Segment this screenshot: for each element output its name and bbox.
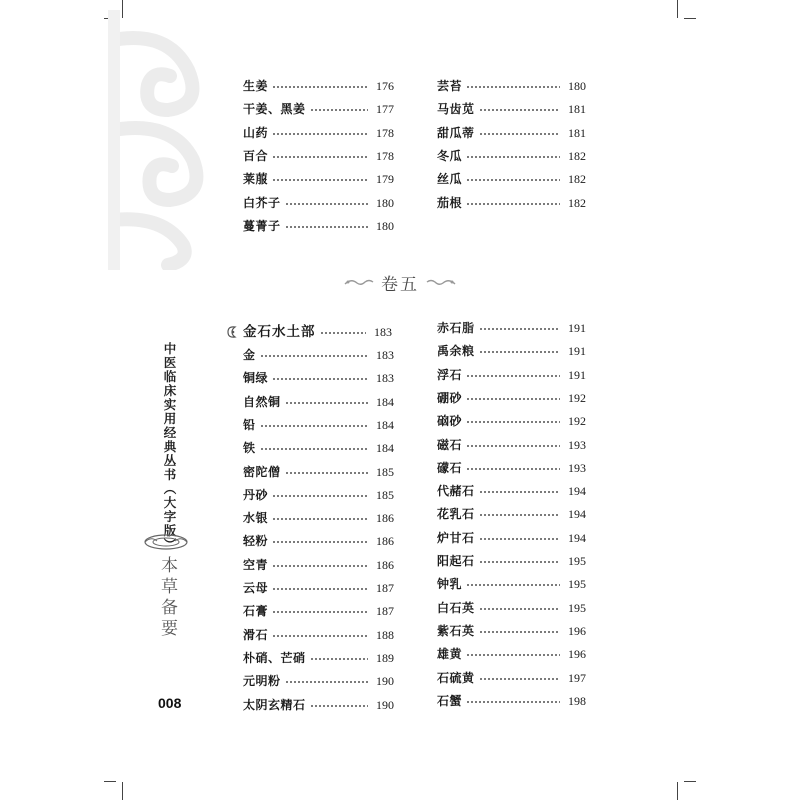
toc-entry-page: 180 xyxy=(376,218,394,233)
toc-entry-page: 193 xyxy=(568,460,586,475)
toc-entry-page: 184 xyxy=(376,394,394,409)
toc-entry-name: 干姜、黑姜 xyxy=(243,102,306,117)
leader-dots xyxy=(310,658,368,660)
toc-entry[interactable] xyxy=(437,319,586,337)
leader-dots xyxy=(466,86,560,88)
toc-entry[interactable] xyxy=(437,170,586,188)
toc-entry-page: 178 xyxy=(376,148,394,163)
leader-dots xyxy=(272,86,368,88)
toc-entry[interactable] xyxy=(437,529,586,547)
toc-entry[interactable] xyxy=(437,342,586,360)
toc-entry-page: 180 xyxy=(376,195,394,210)
toc-entry-name: 蔓菁子 xyxy=(243,218,281,233)
toc-entry[interactable] xyxy=(437,552,586,570)
leader-dots xyxy=(479,561,560,563)
toc-entry-name: 炉甘石 xyxy=(437,530,475,545)
leader-dots xyxy=(466,398,560,400)
leader-dots xyxy=(466,701,560,703)
toc-entry-name: 元明粉 xyxy=(243,674,281,689)
toc-entry-page: 194 xyxy=(568,484,586,499)
toc-entry-page: 192 xyxy=(568,390,586,405)
toc-entry[interactable] xyxy=(437,389,586,407)
leader-dots xyxy=(466,375,560,377)
toc-entry[interactable] xyxy=(243,509,394,527)
leader-dots xyxy=(272,611,368,613)
section-heading-name: 金石水土部 xyxy=(243,324,316,340)
toc-entry-name: 石蟹 xyxy=(437,693,463,708)
toc-entry[interactable] xyxy=(437,459,586,477)
leader-dots xyxy=(479,631,560,633)
leader-dots xyxy=(479,133,560,135)
toc-entry-page: 193 xyxy=(568,437,586,452)
toc-entry-name: 花乳石 xyxy=(437,507,475,522)
toc-entry-page: 184 xyxy=(376,441,394,456)
series-title: 中医临床实用经典丛书（大字版） xyxy=(162,342,177,552)
leader-dots xyxy=(285,472,368,474)
leader-dots xyxy=(272,541,368,543)
toc-entry-name: 太阴玄精石 xyxy=(243,697,306,712)
leader-dots xyxy=(466,421,560,423)
leader-dots xyxy=(479,514,560,516)
leader-dots xyxy=(479,351,560,353)
toc-entry[interactable] xyxy=(243,77,394,95)
leader-dots xyxy=(466,654,560,656)
leader-dots xyxy=(272,179,368,181)
toc-entry-page: 176 xyxy=(376,79,394,93)
toc-entry-page: 186 xyxy=(376,511,394,526)
toc-entry[interactable] xyxy=(243,124,394,142)
toc-entry[interactable] xyxy=(437,147,586,165)
toc-entry-page: 177 xyxy=(376,102,394,117)
toc-entry[interactable] xyxy=(437,436,586,454)
toc-entry-page: 194 xyxy=(568,507,586,522)
leader-dots xyxy=(272,565,368,567)
toc-entry[interactable] xyxy=(437,669,586,687)
toc-entry-page: 185 xyxy=(376,487,394,502)
toc-entry-page: 187 xyxy=(376,581,394,595)
toc-entry-name: 雄黄 xyxy=(437,647,463,662)
leader-dots xyxy=(466,445,560,447)
toc-entry-name: 冬瓜 xyxy=(437,148,463,163)
leader-dots xyxy=(260,448,368,450)
toc-entry-page: 189 xyxy=(376,650,394,665)
toc-entry[interactable] xyxy=(243,194,394,212)
toc-entry-name: 茄根 xyxy=(437,195,463,210)
leader-dots xyxy=(260,425,368,427)
toc-entry[interactable] xyxy=(243,532,394,550)
toc-entry-name: 丝瓜 xyxy=(437,172,463,187)
toc-entry-page: 195 xyxy=(568,577,586,592)
toc-entry-name: 滑石 xyxy=(243,627,269,642)
leader-dots xyxy=(466,156,560,158)
leader-dots xyxy=(285,203,368,205)
toc-entry-page: 182 xyxy=(568,195,586,210)
toc-entry-page: 187 xyxy=(376,604,394,619)
leader-dots xyxy=(260,355,368,357)
toc-entry-name: 云母 xyxy=(243,581,269,595)
toc-entry-page: 178 xyxy=(376,125,394,140)
crop-mark xyxy=(684,781,696,782)
toc-entry-page: 183 xyxy=(376,371,394,386)
section-swirl-icon xyxy=(225,324,239,340)
toc-entry[interactable] xyxy=(243,217,394,235)
cloud-watermark-icon xyxy=(108,10,238,270)
toc-entry[interactable] xyxy=(243,626,394,644)
toc-entry[interactable] xyxy=(243,147,394,165)
toc-entry-name: 甜瓜蒂 xyxy=(437,125,475,140)
toc-entry-page: 181 xyxy=(568,102,586,117)
toc-entry-page: 184 xyxy=(376,417,394,432)
toc-entry-page: 195 xyxy=(568,554,586,568)
toc-entry-page: 190 xyxy=(376,674,394,689)
section-heading-page: 183 xyxy=(374,325,392,339)
toc-entry-page: 194 xyxy=(568,530,586,545)
toc-entry-name: 礞石 xyxy=(437,460,463,475)
leader-dots xyxy=(310,109,368,111)
leader-dots xyxy=(285,681,368,683)
leader-dots xyxy=(272,156,368,158)
toc-entry[interactable] xyxy=(243,649,394,667)
ornament-right-icon xyxy=(425,276,457,288)
toc-entry-name: 山药 xyxy=(243,125,269,140)
toc-entry-page: 186 xyxy=(376,534,394,549)
leader-dots xyxy=(479,538,560,540)
toc-entry-name: 轻粉 xyxy=(243,534,269,549)
toc-entry[interactable] xyxy=(243,463,394,481)
leader-dots xyxy=(466,584,560,586)
toc-entry-page: 185 xyxy=(376,464,394,479)
leader-dots xyxy=(479,608,560,610)
toc-entry[interactable] xyxy=(437,622,586,640)
title-ornament-icon xyxy=(143,533,189,551)
toc-entry-page: 197 xyxy=(568,670,586,685)
toc-entry-name: 硼砂 xyxy=(437,390,463,405)
leader-dots xyxy=(272,133,368,135)
toc-entry[interactable] xyxy=(243,416,394,434)
toc-entry[interactable] xyxy=(243,369,394,387)
toc-entry[interactable] xyxy=(437,100,586,118)
toc-entry-page: 192 xyxy=(568,414,586,429)
toc-entry-name: 生姜 xyxy=(243,79,269,93)
toc-entry-name: 代赭石 xyxy=(437,484,475,499)
toc-entry-name: 白石英 xyxy=(437,600,475,615)
toc-entry-name: 禹余粮 xyxy=(437,344,475,359)
ornament-left-icon xyxy=(343,276,375,288)
toc-entry-page: 181 xyxy=(568,125,586,140)
toc-entry[interactable] xyxy=(437,77,586,95)
toc-entry[interactable] xyxy=(243,556,394,574)
toc-entry-page: 190 xyxy=(376,697,394,712)
volume-heading xyxy=(340,268,460,296)
toc-entry[interactable] xyxy=(243,439,394,457)
toc-entry-page: 191 xyxy=(568,321,586,335)
volume-title: 卷五 xyxy=(381,274,419,295)
toc-entry-page: 182 xyxy=(568,172,586,187)
leader-dots xyxy=(272,518,368,520)
toc-entry-page: 180 xyxy=(568,79,586,93)
toc-entry[interactable] xyxy=(437,412,586,430)
toc-entry[interactable] xyxy=(243,393,394,411)
toc-entry-page: 191 xyxy=(568,344,586,359)
leader-dots xyxy=(466,468,560,470)
toc-entry-page: 186 xyxy=(376,557,394,572)
toc-entry[interactable] xyxy=(243,346,394,364)
leader-dots xyxy=(285,402,368,404)
toc-entry-name: 芸苔 xyxy=(437,79,463,93)
crop-mark xyxy=(684,18,696,19)
toc-entry-name: 石硫黄 xyxy=(437,670,475,685)
toc-entry[interactable] xyxy=(243,579,394,597)
toc-entry[interactable] xyxy=(437,194,586,212)
toc-entry-name: 金 xyxy=(243,348,256,362)
leader-dots xyxy=(479,491,560,493)
toc-entry-name: 铁 xyxy=(243,441,256,456)
page-number: 008 xyxy=(158,695,182,711)
toc-entry-page: 182 xyxy=(568,148,586,163)
leader-dots xyxy=(272,495,368,497)
toc-entry-name: 丹砂 xyxy=(243,487,269,502)
leader-dots xyxy=(272,378,368,380)
toc-entry-name: 莱菔 xyxy=(243,172,269,187)
leader-dots xyxy=(320,332,367,334)
toc-entry-name: 硇砂 xyxy=(437,414,463,429)
toc-entry-name: 紫石英 xyxy=(437,623,475,638)
toc-entry[interactable] xyxy=(437,482,586,500)
leader-dots xyxy=(310,705,368,707)
toc-entry-name: 浮石 xyxy=(437,367,463,382)
toc-entry-name: 自然铜 xyxy=(243,394,281,409)
toc-entry-name: 马齿苋 xyxy=(437,102,475,117)
toc-entry-page: 196 xyxy=(568,647,586,662)
crop-mark xyxy=(677,782,678,800)
toc-entry-name: 白芥子 xyxy=(243,195,281,210)
toc-entry-page: 196 xyxy=(568,623,586,638)
toc-entry-name: 磁石 xyxy=(437,437,463,452)
toc-entry[interactable] xyxy=(437,645,586,663)
leader-dots xyxy=(479,109,560,111)
toc-entry-name: 钟乳 xyxy=(437,577,463,592)
toc-entry-page: 179 xyxy=(376,172,394,187)
toc-entry[interactable] xyxy=(243,100,394,118)
toc-entry-name: 百合 xyxy=(243,148,269,163)
toc-entry[interactable] xyxy=(437,366,586,384)
toc-entry-name: 密陀僧 xyxy=(243,464,281,479)
toc-entry[interactable] xyxy=(437,599,586,617)
leader-dots xyxy=(272,635,368,637)
toc-entry[interactable] xyxy=(437,124,586,142)
leader-dots xyxy=(466,203,560,205)
toc-entry[interactable] xyxy=(243,602,394,620)
toc-entry-page: 198 xyxy=(568,693,586,708)
toc-entry-name: 水银 xyxy=(243,511,269,526)
leader-dots xyxy=(285,226,368,228)
section-heading-entry[interactable] xyxy=(243,323,392,341)
toc-entry-name: 赤石脂 xyxy=(437,321,475,335)
toc-entry-page: 188 xyxy=(376,627,394,642)
toc-entry-page: 191 xyxy=(568,367,586,382)
toc-entry-name: 朴硝、芒硝 xyxy=(243,650,306,665)
toc-entry[interactable] xyxy=(243,170,394,188)
toc-entry-page: 195 xyxy=(568,600,586,615)
leader-dots xyxy=(479,678,560,680)
leader-dots xyxy=(466,179,560,181)
book-title: 本草备要 xyxy=(157,556,177,640)
toc-entry-name: 空青 xyxy=(243,557,269,572)
toc-entry[interactable] xyxy=(437,575,586,593)
toc-entry[interactable] xyxy=(437,505,586,523)
leader-dots xyxy=(272,588,368,590)
crop-mark xyxy=(104,781,116,782)
toc-entry-name: 铅 xyxy=(243,417,256,432)
crop-mark xyxy=(677,0,678,18)
toc-entry[interactable] xyxy=(243,672,394,690)
toc-entry-name: 铜绿 xyxy=(243,371,269,386)
crop-mark xyxy=(122,782,123,800)
toc-entry-page: 183 xyxy=(376,348,394,362)
toc-entry-name: 阳起石 xyxy=(437,554,475,568)
toc-entry-name: 石膏 xyxy=(243,604,269,619)
toc-entry[interactable] xyxy=(243,486,394,504)
toc-entry[interactable] xyxy=(437,692,586,710)
toc-entry[interactable] xyxy=(243,696,394,714)
leader-dots xyxy=(479,328,560,330)
